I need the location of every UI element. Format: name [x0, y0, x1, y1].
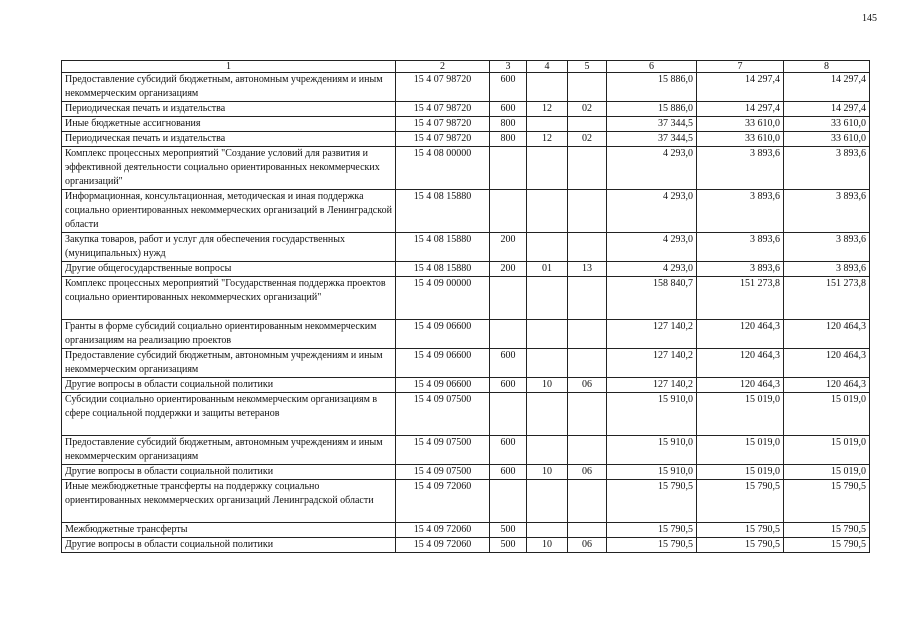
row-value7-cell: 33 610,0 [697, 132, 784, 147]
table-row [62, 436, 870, 465]
row-value7-cell: 15 790,5 [697, 480, 784, 523]
row-value8-cell: 33 610,0 [784, 117, 870, 132]
row-col5-cell: 02 [568, 132, 607, 147]
row-col5-cell [568, 480, 607, 523]
row-col4-cell [527, 436, 568, 465]
row-value8-cell: 3 893,6 [784, 233, 870, 262]
table-row [62, 147, 870, 190]
row-code-cell: 15 4 07 98720 [396, 73, 490, 102]
row-value8-cell: 15 790,5 [784, 480, 870, 523]
row-name-cell: Информационная, консультационная, методическая и иная поддержка социально ориентированных некоммерческих организаций в Ленинградской области [62, 190, 396, 233]
row-value6-cell: 15 910,0 [607, 465, 697, 480]
row-value8-cell: 15 790,5 [784, 538, 870, 553]
row-value7-cell: 14 297,4 [697, 102, 784, 117]
row-col5-cell [568, 233, 607, 262]
row-value7-cell: 3 893,6 [697, 190, 784, 233]
row-col5-cell [568, 436, 607, 465]
table-row [62, 538, 870, 553]
row-code-cell: 15 4 08 15880 [396, 233, 490, 262]
row-col3-cell [490, 393, 527, 436]
row-value7-cell: 33 610,0 [697, 117, 784, 132]
row-code-cell: 15 4 08 15880 [396, 262, 490, 277]
row-value6-cell: 15 790,5 [607, 480, 697, 523]
table-row [62, 349, 870, 378]
row-col5-cell [568, 190, 607, 233]
row-col3-cell: 600 [490, 378, 527, 393]
row-value6-cell: 158 840,7 [607, 277, 697, 320]
row-col5-cell: 13 [568, 262, 607, 277]
row-col4-cell: 10 [527, 465, 568, 480]
column-header: 2 [396, 61, 490, 73]
row-code-cell: 15 4 09 06600 [396, 349, 490, 378]
row-value6-cell: 127 140,2 [607, 320, 697, 349]
row-name-cell: Субсидии социально ориентированным некоммерческим организациям в сфере социальной поддержки и защиты ветеранов [62, 393, 396, 436]
row-code-cell: 15 4 09 72060 [396, 538, 490, 553]
row-value6-cell: 4 293,0 [607, 262, 697, 277]
row-col3-cell: 800 [490, 117, 527, 132]
row-name-cell: Предоставление субсидий бюджетным, автономным учреждениям и иным некоммерческим организациям [62, 436, 396, 465]
table-row [62, 465, 870, 480]
row-name-cell: Другие общегосударственные вопросы [62, 262, 396, 277]
table-row [62, 102, 870, 117]
row-col5-cell [568, 320, 607, 349]
row-value7-cell: 3 893,6 [697, 147, 784, 190]
row-code-cell: 15 4 07 98720 [396, 117, 490, 132]
row-col3-cell: 600 [490, 465, 527, 480]
row-col4-cell: 12 [527, 132, 568, 147]
row-code-cell: 15 4 08 15880 [396, 190, 490, 233]
row-value6-cell: 4 293,0 [607, 147, 697, 190]
row-code-cell: 15 4 09 07500 [396, 393, 490, 436]
row-value8-cell: 3 893,6 [784, 147, 870, 190]
row-value8-cell: 15 019,0 [784, 436, 870, 465]
row-value7-cell: 15 790,5 [697, 523, 784, 538]
row-code-cell: 15 4 07 98720 [396, 102, 490, 117]
row-col3-cell [490, 320, 527, 349]
row-value6-cell: 4 293,0 [607, 190, 697, 233]
row-col5-cell [568, 349, 607, 378]
table-row [62, 132, 870, 147]
row-code-cell: 15 4 08 00000 [396, 147, 490, 190]
row-code-cell: 15 4 09 06600 [396, 320, 490, 349]
row-col3-cell: 200 [490, 233, 527, 262]
row-value6-cell: 37 344,5 [607, 117, 697, 132]
row-value6-cell: 15 886,0 [607, 102, 697, 117]
row-col3-cell: 800 [490, 132, 527, 147]
table-row [62, 393, 870, 436]
row-name-cell: Другие вопросы в области социальной политики [62, 465, 396, 480]
row-col4-cell: 10 [527, 538, 568, 553]
row-col5-cell [568, 523, 607, 538]
table-row [62, 480, 870, 523]
row-col4-cell [527, 233, 568, 262]
row-value8-cell: 120 464,3 [784, 378, 870, 393]
table-body [62, 73, 870, 553]
row-col3-cell: 500 [490, 523, 527, 538]
table-row [62, 233, 870, 262]
row-col3-cell: 600 [490, 349, 527, 378]
row-col5-cell [568, 117, 607, 132]
row-value7-cell: 15 019,0 [697, 436, 784, 465]
table-row [62, 320, 870, 349]
row-value8-cell: 14 297,4 [784, 73, 870, 102]
row-code-cell: 15 4 09 00000 [396, 277, 490, 320]
row-value8-cell: 151 273,8 [784, 277, 870, 320]
row-name-cell: Гранты в форме субсидий социально ориентированным некоммерческим организациям на реализацию проектов [62, 320, 396, 349]
row-col3-cell [490, 190, 527, 233]
row-col5-cell [568, 147, 607, 190]
column-header: 5 [568, 61, 607, 73]
row-value6-cell: 15 910,0 [607, 393, 697, 436]
row-name-cell: Иные бюджетные ассигнования [62, 117, 396, 132]
budget-table [61, 60, 870, 553]
row-col5-cell: 02 [568, 102, 607, 117]
row-name-cell: Другие вопросы в области социальной политики [62, 538, 396, 553]
row-name-cell: Закупка товаров, работ и услуг для обеспечения государственных (муниципальных) нужд [62, 233, 396, 262]
row-value6-cell: 15 790,5 [607, 538, 697, 553]
table-row [62, 262, 870, 277]
row-name-cell: Иные межбюджетные трансферты на поддержку социально ориентированных некоммерческих организаций Ленинградской области [62, 480, 396, 523]
table-row [62, 190, 870, 233]
row-value8-cell: 3 893,6 [784, 262, 870, 277]
row-col4-cell [527, 117, 568, 132]
row-name-cell: Периодическая печать и издательства [62, 102, 396, 117]
row-col4-cell [527, 480, 568, 523]
row-value8-cell: 33 610,0 [784, 132, 870, 147]
row-col4-cell [527, 349, 568, 378]
row-col5-cell: 06 [568, 465, 607, 480]
row-code-cell: 15 4 09 07500 [396, 465, 490, 480]
row-value6-cell: 37 344,5 [607, 132, 697, 147]
column-header: 7 [697, 61, 784, 73]
row-name-cell: Комплекс процессных мероприятий "Государственная поддержка проектов социально ориентированных некоммерческих организаций" [62, 277, 396, 320]
table-row [62, 378, 870, 393]
row-value6-cell: 127 140,2 [607, 349, 697, 378]
row-value7-cell: 3 893,6 [697, 262, 784, 277]
row-col4-cell [527, 190, 568, 233]
column-header: 3 [490, 61, 527, 73]
row-col4-cell [527, 277, 568, 320]
header-row [62, 61, 870, 73]
row-value7-cell: 15 790,5 [697, 538, 784, 553]
row-value8-cell: 15 019,0 [784, 393, 870, 436]
row-value6-cell: 15 886,0 [607, 73, 697, 102]
row-col4-cell [527, 320, 568, 349]
row-col3-cell: 600 [490, 436, 527, 465]
row-code-cell: 15 4 07 98720 [396, 132, 490, 147]
row-col3-cell: 600 [490, 73, 527, 102]
row-col4-cell [527, 73, 568, 102]
row-value8-cell: 3 893,6 [784, 190, 870, 233]
row-col3-cell [490, 277, 527, 320]
row-col5-cell [568, 393, 607, 436]
row-name-cell: Предоставление субсидий бюджетным, автономным учреждениям и иным некоммерческим организациям [62, 349, 396, 378]
row-name-cell: Комплекс процессных мероприятий "Создание условий для развития и эффективной деятельности социально ориентированных некоммерческих организаций" [62, 147, 396, 190]
row-value8-cell: 120 464,3 [784, 320, 870, 349]
row-col3-cell [490, 480, 527, 523]
row-col5-cell: 06 [568, 378, 607, 393]
row-value8-cell: 15 019,0 [784, 465, 870, 480]
row-col5-cell [568, 73, 607, 102]
row-value7-cell: 3 893,6 [697, 233, 784, 262]
row-col4-cell: 12 [527, 102, 568, 117]
row-col3-cell: 600 [490, 102, 527, 117]
row-value8-cell: 15 790,5 [784, 523, 870, 538]
row-col3-cell [490, 147, 527, 190]
row-value6-cell: 4 293,0 [607, 233, 697, 262]
row-value8-cell: 14 297,4 [784, 102, 870, 117]
row-col4-cell [527, 523, 568, 538]
row-name-cell: Межбюджетные трансферты [62, 523, 396, 538]
row-value6-cell: 127 140,2 [607, 378, 697, 393]
row-value8-cell: 120 464,3 [784, 349, 870, 378]
row-name-cell: Другие вопросы в области социальной политики [62, 378, 396, 393]
column-header: 6 [607, 61, 697, 73]
row-value7-cell: 15 019,0 [697, 465, 784, 480]
column-header: 8 [784, 61, 870, 73]
row-value6-cell: 15 790,5 [607, 523, 697, 538]
row-col4-cell [527, 393, 568, 436]
row-col4-cell: 10 [527, 378, 568, 393]
table-row [62, 523, 870, 538]
row-value7-cell: 14 297,4 [697, 73, 784, 102]
row-value7-cell: 120 464,3 [697, 349, 784, 378]
row-code-cell: 15 4 09 72060 [396, 523, 490, 538]
row-value7-cell: 15 019,0 [697, 393, 784, 436]
column-header: 1 [62, 61, 396, 73]
row-col4-cell [527, 147, 568, 190]
row-code-cell: 15 4 09 07500 [396, 436, 490, 465]
row-name-cell: Предоставление субсидий бюджетным, автономным учреждениям и иным некоммерческим организациям [62, 73, 396, 102]
row-code-cell: 15 4 09 06600 [396, 378, 490, 393]
row-col5-cell: 06 [568, 538, 607, 553]
row-code-cell: 15 4 09 72060 [396, 480, 490, 523]
row-name-cell: Периодическая печать и издательства [62, 132, 396, 147]
row-value7-cell: 151 273,8 [697, 277, 784, 320]
table-row [62, 117, 870, 132]
table-row [62, 73, 870, 102]
row-value6-cell: 15 910,0 [607, 436, 697, 465]
column-header: 4 [527, 61, 568, 73]
page-number: 145 [862, 13, 877, 24]
row-col3-cell: 200 [490, 262, 527, 277]
row-col5-cell [568, 277, 607, 320]
row-value7-cell: 120 464,3 [697, 320, 784, 349]
row-col3-cell: 500 [490, 538, 527, 553]
table-row [62, 277, 870, 320]
row-col4-cell: 01 [527, 262, 568, 277]
row-value7-cell: 120 464,3 [697, 378, 784, 393]
